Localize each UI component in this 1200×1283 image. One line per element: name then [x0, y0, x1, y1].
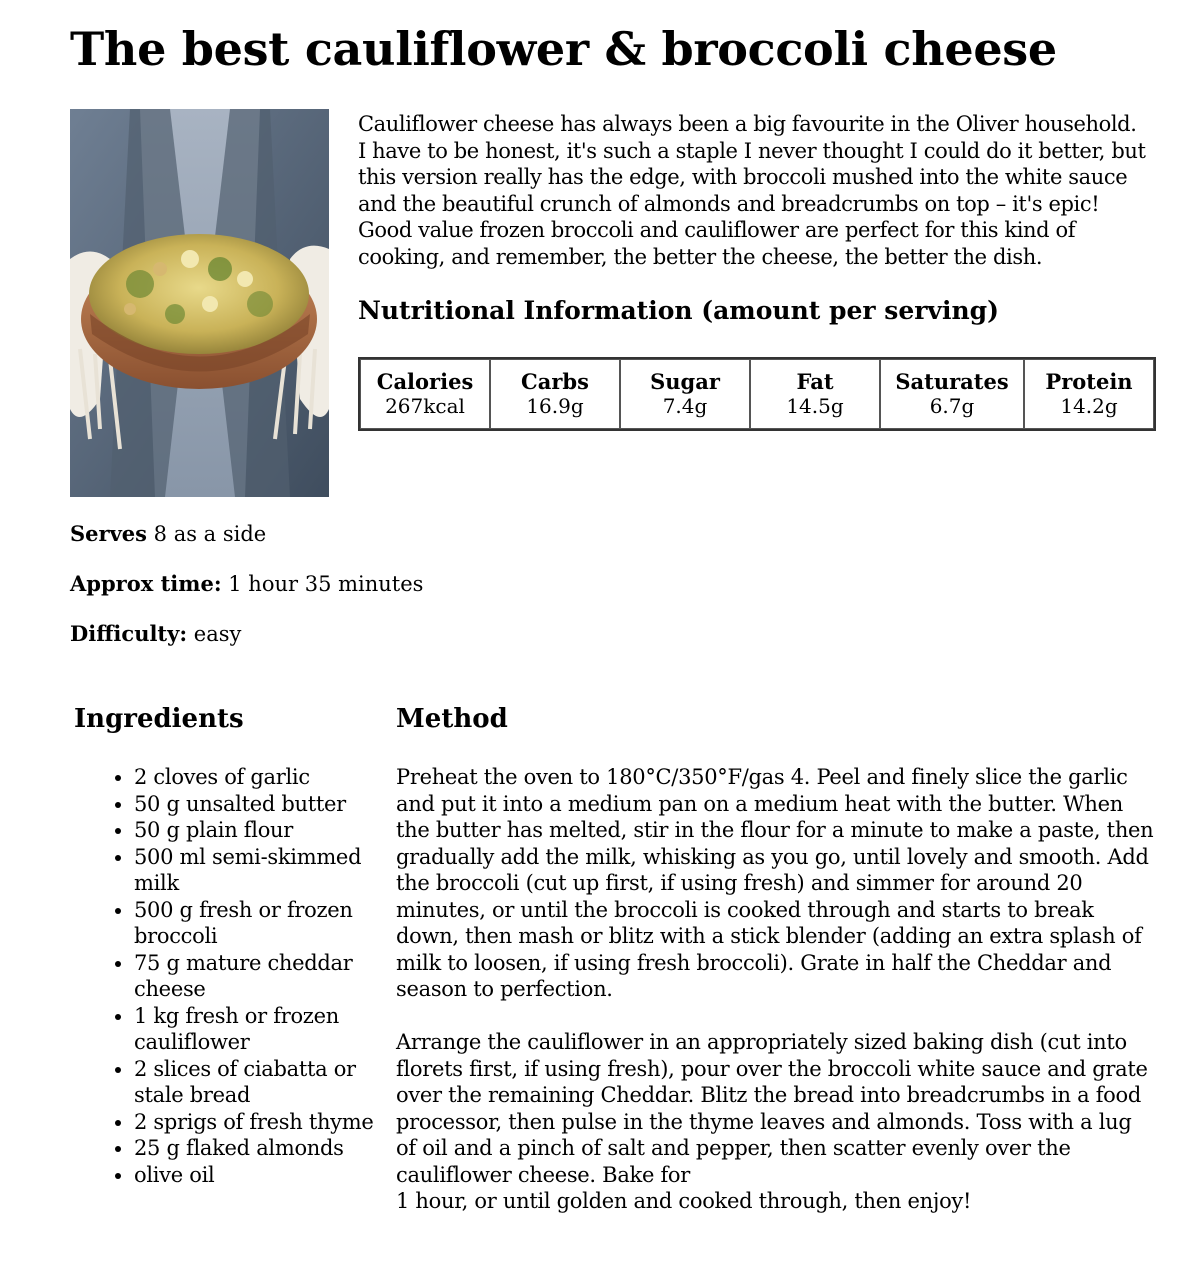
nutrition-label: Carbs [521, 369, 589, 394]
list-item: • 2 cloves of garlic [134, 764, 384, 791]
serves-label: Serves [70, 521, 147, 546]
nutrition-cell-carbs [490, 359, 620, 429]
recipe-photo [70, 109, 329, 497]
method-steps [396, 764, 1156, 1241]
method-heading: Method [396, 704, 508, 734]
nutrition-cell-protein [1024, 359, 1154, 429]
nutrition-cell-calories [360, 359, 490, 429]
nutrition-cell-saturates [880, 359, 1024, 429]
list-item: • 2 slices of ciabatta or stale bread [134, 1056, 384, 1109]
nutrition-label: Fat [796, 369, 834, 394]
nutrition-cell-fat [750, 359, 880, 429]
time-label: Approx time: [70, 571, 222, 596]
time-line [70, 571, 423, 596]
nutrition-label: Calories [376, 369, 474, 394]
nutrition-table [358, 357, 1156, 431]
difficulty-line [70, 621, 241, 646]
list-item: • 50 g plain flour [134, 817, 384, 844]
ingredients-list [104, 764, 384, 1188]
recipe-title: The best cauliflower & broccoli cheese [70, 22, 1057, 76]
nutrition-label: Protein [1045, 369, 1133, 394]
list-item: • 500 ml semi-skimmed milk [134, 844, 384, 897]
list-item: • 2 sprigs of fresh thyme [134, 1109, 384, 1136]
difficulty-value: easy [193, 622, 242, 646]
difficulty-label: Difficulty: [70, 621, 188, 646]
nutrition-label: Sugar [650, 369, 720, 394]
list-item: • olive oil [134, 1162, 384, 1189]
list-item: • 25 g flaked almonds [134, 1135, 384, 1162]
nutrition-label: Saturates [895, 369, 1009, 394]
list-item: • 50 g unsalted butter [134, 791, 384, 818]
time-value: 1 hour 35 minutes [228, 572, 424, 596]
recipe-intro: Cauliflower cheese has always been a big favourite in the Oliver household. I have to be honest, it's such a staple I never thought I could do it better, but this version really has the edge, with broccoli mushed into the white sauce and the beautiful crunch of almonds and breadcrumbs on top – it's epic! Good value frozen broccoli and cauliflower are perfect for this kind of cooking, and remember, the better the cheese, the better the dish. [358, 112, 1146, 269]
list-item: • 75 g mature cheddar cheese [134, 950, 384, 1003]
serves-line [70, 521, 266, 546]
serves-value: 8 as a side [153, 522, 267, 546]
list-item: • 1 kg fresh or frozen cauliflower [134, 1003, 384, 1056]
method-step: Arrange the cauliflower in an appropriately sized baking dish (cut into florets first, if using fresh), pour over the broccoli white sauce and grate over the remaining Cheddar. Blitz the bread into breadcrumbs in a food processor, then pulse in the thyme leaves and almonds. Toss with a lug of oil and a pinch of salt and pepper, then scatter evenly over the cauliflower cheese. Bake for 1 hour, or until golden and cooked through, then enjoy! [396, 1030, 1148, 1213]
nutrition-value: 6.7g [929, 394, 975, 418]
nutrition-value: 14.2g [1060, 394, 1118, 418]
list-item: • 500 g fresh or frozen broccoli [134, 897, 384, 950]
nutrition-value: 14.5g [786, 394, 844, 418]
nutrition-cell-sugar [620, 359, 750, 429]
nutrition-heading: Nutritional Information (amount per serving) [358, 296, 999, 325]
method-step: Preheat the oven to 180°C/350°F/gas 4. Peel and finely slice the garlic and put it into a medium pan on a medium heat with the butter. When the butter has melted, stir in the flour for a minute to make a paste, then gradually add the milk, whisking as you go, until lovely and smooth. Add the broccoli (cut up first, if using fresh) and simmer for around 20 minutes, or until the broccoli is cooked through and starts to break down, then mash or blitz with a stick blender (adding an extra splash of milk to loosen, if using fresh broccoli). Grate in half the Cheddar and season to perfection. [396, 765, 1154, 1001]
nutrition-value: 16.9g [526, 394, 584, 418]
ingredients-heading: Ingredients [74, 704, 244, 734]
nutrition-value: 7.4g [662, 394, 708, 418]
nutrition-value: 267kcal [385, 394, 465, 418]
